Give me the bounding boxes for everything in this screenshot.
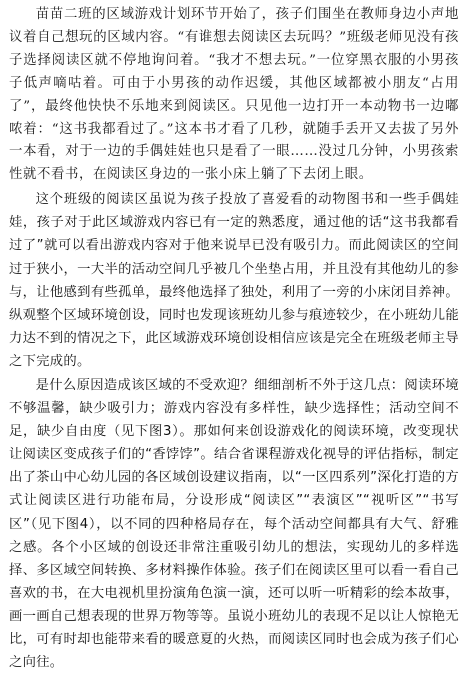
paragraph-observation: 苗苗二班的区域游戏计划环节开始了，孩子们围坐在教师身边小声地议着自己想玩的区域内容。“有谁想去阅读区去玩吗？”班级老师见没有孩子选择阅读区就不停地询问着。“我才不想去玩。”一位穿黑衣服的小男孩子低声嘀咕着。可由于小男孩的动作迟缓，其他区域都被小朋友“占用了”，最终他快快不乐地来到阅读区。只见他一边打开一本动物书一边嘟哝着：“这书我都看过了。”这本书才看了几秒，就随手丢开又去拔了另外一本看，对于一边的手偶娃娃也只是看了一眼……没过几分钟，小男孩索性就不看书，在阅读区身边的一张小床上躺了下去闭上眼。 (9, 7, 459, 183)
paragraph-analysis: 这个班级的阅读区虽说为孩子投放了喜爱看的动物图书和一些手偶娃娃，孩子对于此区域游戏内容已有一定的熟悉度，通过他的话“这书我都看过了”就可以看出游戏内容对于他来说早已没有吸引力。而此阅读区的空间过于狭小，一大半的活动空间几乎被几个坐垫占用，并且没有其他幼儿的参与，让他感到有些孤单，最终他选择了独处，利用了一旁的小床闭目养神。纵观整个区域环境创设，同时也发现该班幼儿参与痕迹较少，在小班幼儿能力达不到的情况之下，此区域游戏环境创设相信应该是完全在班级老师主导之下完成的。 (9, 192, 459, 369)
paragraph-reflection: 是什么原因造成该区域的不受欢迎？细细剖析不外于这几点：阅读环境不够温馨，缺少吸引力；游戏内容没有多样性，缺少选择性；活动空间不足，缺少自由度（见下图3）。那如何来创设游戏化的阅读环境，改变现状让阅读区变成孩子们的“香饽饽”。结合省课程游戏化视导的评估指标，制定出了茶山中心幼儿园的各区域创设建议指南，以“一区四系列”深化打造的方式让阅读区进行功能布局，分设形成“阅读区”“表演区”“视听区”“书写区”（见下图4），以不同的四种格局存在，每个活动空间都具有大气、舒雅之感。各个小区域的创设还非常注重吸引幼儿的想法，实现幼儿的多样选择、多区域空间转换、多材料操作体验。孩子们在阅读区里可以看一看自己喜欢的书，在大电视机里扮演角色演一演，还可以听一听精彩的绘本故事，画一画自己想表现的世界万物等等。虽说小班幼儿的表现不足以让人惊艳无比，可有时却也能带来看的暖意夏的火热，而阅读区同时也会成为孩子们心之向往。 (9, 378, 459, 671)
